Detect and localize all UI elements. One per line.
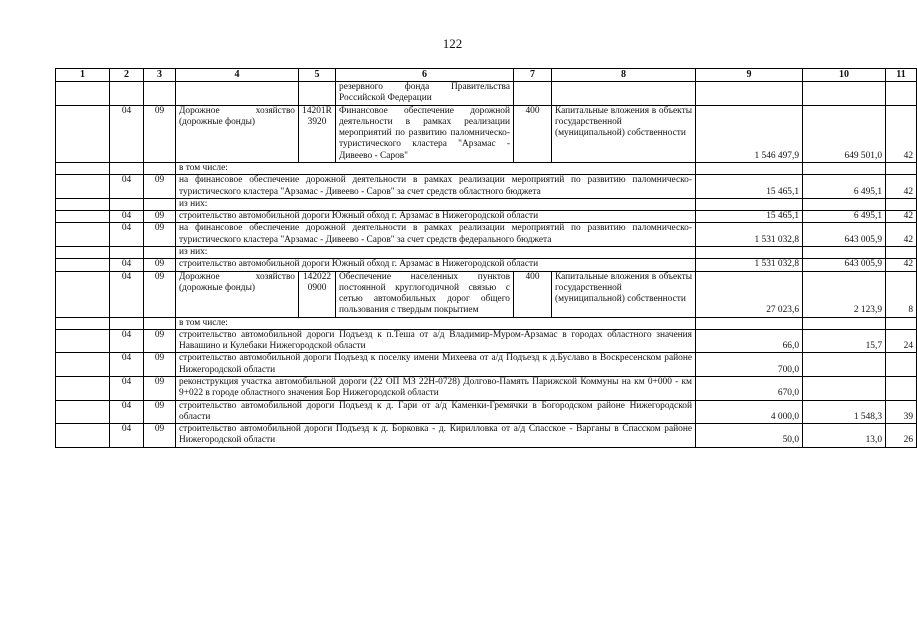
description-cell: Обеспечение населенных пунктов постоянной круглогодичной связью с сетью автомобильных дорог общего пользования с твердым покрытием bbox=[336, 271, 514, 317]
target-code: 14201R 3920 bbox=[299, 105, 336, 162]
column-header: 3 bbox=[144, 69, 176, 82]
target-code: 142022 0900 bbox=[299, 271, 336, 317]
table-row bbox=[56, 162, 917, 174]
description-cell: строительство автомобильной дороги Подъезд к д. Гари от а/д Каменки-Гремячки в Богородском районе Нижегородской области bbox=[176, 400, 696, 424]
percent-cell: 42 bbox=[886, 223, 917, 247]
table-row bbox=[56, 353, 917, 377]
section-code: 04 bbox=[110, 223, 144, 247]
description-cell: строительство автомобильной дороги Подъезд к п.Теша от а/д Владимир-Муром-Арзамас в городах областного значения Навашино и Кулебаки Нижегородской области bbox=[176, 329, 696, 353]
header-row bbox=[56, 69, 917, 82]
section-code: 04 bbox=[110, 259, 144, 271]
amount-cell bbox=[803, 353, 886, 377]
subsection-code: 09 bbox=[144, 223, 176, 247]
subsection-code: 09 bbox=[144, 329, 176, 353]
percent-cell: 24 bbox=[886, 329, 917, 353]
column-header: 4 bbox=[176, 69, 299, 82]
table-row bbox=[56, 82, 917, 106]
percent-cell: 42 bbox=[886, 105, 917, 162]
percent-cell: 39 bbox=[886, 400, 917, 424]
percent-cell: 8 bbox=[886, 271, 917, 317]
amount-cell: 670,0 bbox=[696, 377, 803, 401]
expense-type-code: 400 bbox=[514, 271, 552, 317]
column-header: 1 bbox=[56, 69, 110, 82]
subsection-code: 09 bbox=[144, 353, 176, 377]
category-cell: Дорожное хозяйство (дорожные фонды) bbox=[176, 271, 299, 317]
amount-cell: 1 531 032,8 bbox=[696, 259, 803, 271]
description-cell: на финансовое обеспечение дорожной деятельности в рамках реализации мероприятий по развитию паломническо-туристического кластера "Арзамас - Дивеево - Саров" за счет средств федерального бюджета bbox=[176, 223, 696, 247]
table-row bbox=[56, 246, 917, 258]
table-row bbox=[56, 424, 917, 448]
amount-cell: 649 501,0 bbox=[803, 105, 886, 162]
section-code: 04 bbox=[110, 271, 144, 317]
amount-cell: 1 546 497,9 bbox=[696, 105, 803, 162]
section-code: 04 bbox=[110, 329, 144, 353]
subsection-code: 09 bbox=[144, 377, 176, 401]
subtotal-label: в том числе: bbox=[176, 162, 696, 174]
category-cell: Дорожное хозяйство (дорожные фонды) bbox=[176, 105, 299, 162]
table-row bbox=[56, 198, 917, 210]
column-header: 8 bbox=[552, 69, 696, 82]
description-cell: резервного фонда Правительства Российской Федерации bbox=[336, 82, 514, 106]
amount-cell: 1 548,3 bbox=[803, 400, 886, 424]
table-row bbox=[56, 317, 917, 329]
table-row bbox=[56, 211, 917, 223]
amount-cell: 2 123,9 bbox=[803, 271, 886, 317]
subtotal-label: в том числе: bbox=[176, 317, 696, 329]
section-code: 04 bbox=[110, 377, 144, 401]
column-header: 7 bbox=[514, 69, 552, 82]
subsection-code: 09 bbox=[144, 175, 176, 199]
section-code: 04 bbox=[110, 105, 144, 162]
subsection-code: 09 bbox=[144, 105, 176, 162]
subtotal-label: из них: bbox=[176, 246, 696, 258]
amount-cell: 15 465,1 bbox=[696, 175, 803, 199]
amount-cell: 66,0 bbox=[696, 329, 803, 353]
description-cell: строительство автомобильной дороги Южный обход г. Арзамас в Нижегородской области bbox=[176, 211, 696, 223]
section-code: 04 bbox=[110, 211, 144, 223]
subsection-code: 09 bbox=[144, 271, 176, 317]
percent-cell: 26 bbox=[886, 424, 917, 448]
percent-cell: 42 bbox=[886, 175, 917, 199]
column-header: 2 bbox=[110, 69, 144, 82]
percent-cell: 42 bbox=[886, 211, 917, 223]
description-cell: реконструкция участка автомобильной дороги (22 ОП МЗ 22Н-0728) Долгово-Память Парижской Коммуны на км 0+000 - км 9+022 в городе областного значения Бор Нижегородской области bbox=[176, 377, 696, 401]
budget-table bbox=[55, 68, 917, 448]
amount-cell: 15,7 bbox=[803, 329, 886, 353]
description-cell: строительство автомобильной дороги Подъезд к поселку имени Михеева от а/д Подъезд к д.Буславо в Воскресенском районе Нижегородской области bbox=[176, 353, 696, 377]
description-cell: строительство автомобильной дороги Южный обход г. Арзамас в Нижегородской области bbox=[176, 259, 696, 271]
section-code: 04 bbox=[110, 424, 144, 448]
percent-cell: 42 bbox=[886, 259, 917, 271]
subsection-code: 09 bbox=[144, 424, 176, 448]
table-row bbox=[56, 271, 917, 317]
amount-cell: 27 023,6 bbox=[696, 271, 803, 317]
column-header: 11 bbox=[886, 69, 917, 82]
column-header: 6 bbox=[336, 69, 514, 82]
subtotal-label: из них: bbox=[176, 198, 696, 210]
section-code: 04 bbox=[110, 353, 144, 377]
subsection-code: 09 bbox=[144, 211, 176, 223]
table-row bbox=[56, 400, 917, 424]
table-row bbox=[56, 223, 917, 247]
amount-cell: 4 000,0 bbox=[696, 400, 803, 424]
column-header: 10 bbox=[803, 69, 886, 82]
page-number: 122 bbox=[442, 36, 463, 51]
amount-cell: 643 005,9 bbox=[803, 223, 886, 247]
percent-cell bbox=[886, 353, 917, 377]
amount-cell: 1 531 032,8 bbox=[696, 223, 803, 247]
amount-cell: 6 495,1 bbox=[803, 175, 886, 199]
amount-cell bbox=[803, 377, 886, 401]
description-cell: на финансовое обеспечение дорожной деятельности в рамках реализации мероприятий по развитию паломническо-туристического кластера "Арзамас - Дивеево - Саров" за счет средств областного бюджета bbox=[176, 175, 696, 199]
amount-cell: 13,0 bbox=[803, 424, 886, 448]
expense-type-code: 400 bbox=[514, 105, 552, 162]
table-row bbox=[56, 329, 917, 353]
table-row bbox=[56, 377, 917, 401]
subsection-code: 09 bbox=[144, 259, 176, 271]
amount-cell: 700,0 bbox=[696, 353, 803, 377]
amount-cell: 6 495,1 bbox=[803, 211, 886, 223]
column-header: 5 bbox=[299, 69, 336, 82]
section-code: 04 bbox=[110, 400, 144, 424]
column-header: 9 bbox=[696, 69, 803, 82]
description-cell: Финансовое обеспечение дорожной деятельности в рамках реализации мероприятий по развитию паломническо-туристического кластера "Арзамас - Дивеево - Саров" bbox=[336, 105, 514, 162]
percent-cell bbox=[886, 377, 917, 401]
amount-cell: 50,0 bbox=[696, 424, 803, 448]
table-row bbox=[56, 259, 917, 271]
amount-cell: 15 465,1 bbox=[696, 211, 803, 223]
table-row bbox=[56, 105, 917, 162]
subsection-code: 09 bbox=[144, 400, 176, 424]
expense-type-cell: Капитальные вложения в объекты государственной (муниципальной) собственности bbox=[552, 271, 696, 317]
amount-cell: 643 005,9 bbox=[803, 259, 886, 271]
section-code: 04 bbox=[110, 175, 144, 199]
table-row bbox=[56, 175, 917, 199]
description-cell: строительство автомобильной дороги Подъезд к д. Борковка - д. Кирилловка от а/д Спасское - Варганы в Спасском районе Нижегородской области bbox=[176, 424, 696, 448]
expense-type-cell: Капитальные вложения в объекты государственной (муниципальной) собственности bbox=[552, 105, 696, 162]
